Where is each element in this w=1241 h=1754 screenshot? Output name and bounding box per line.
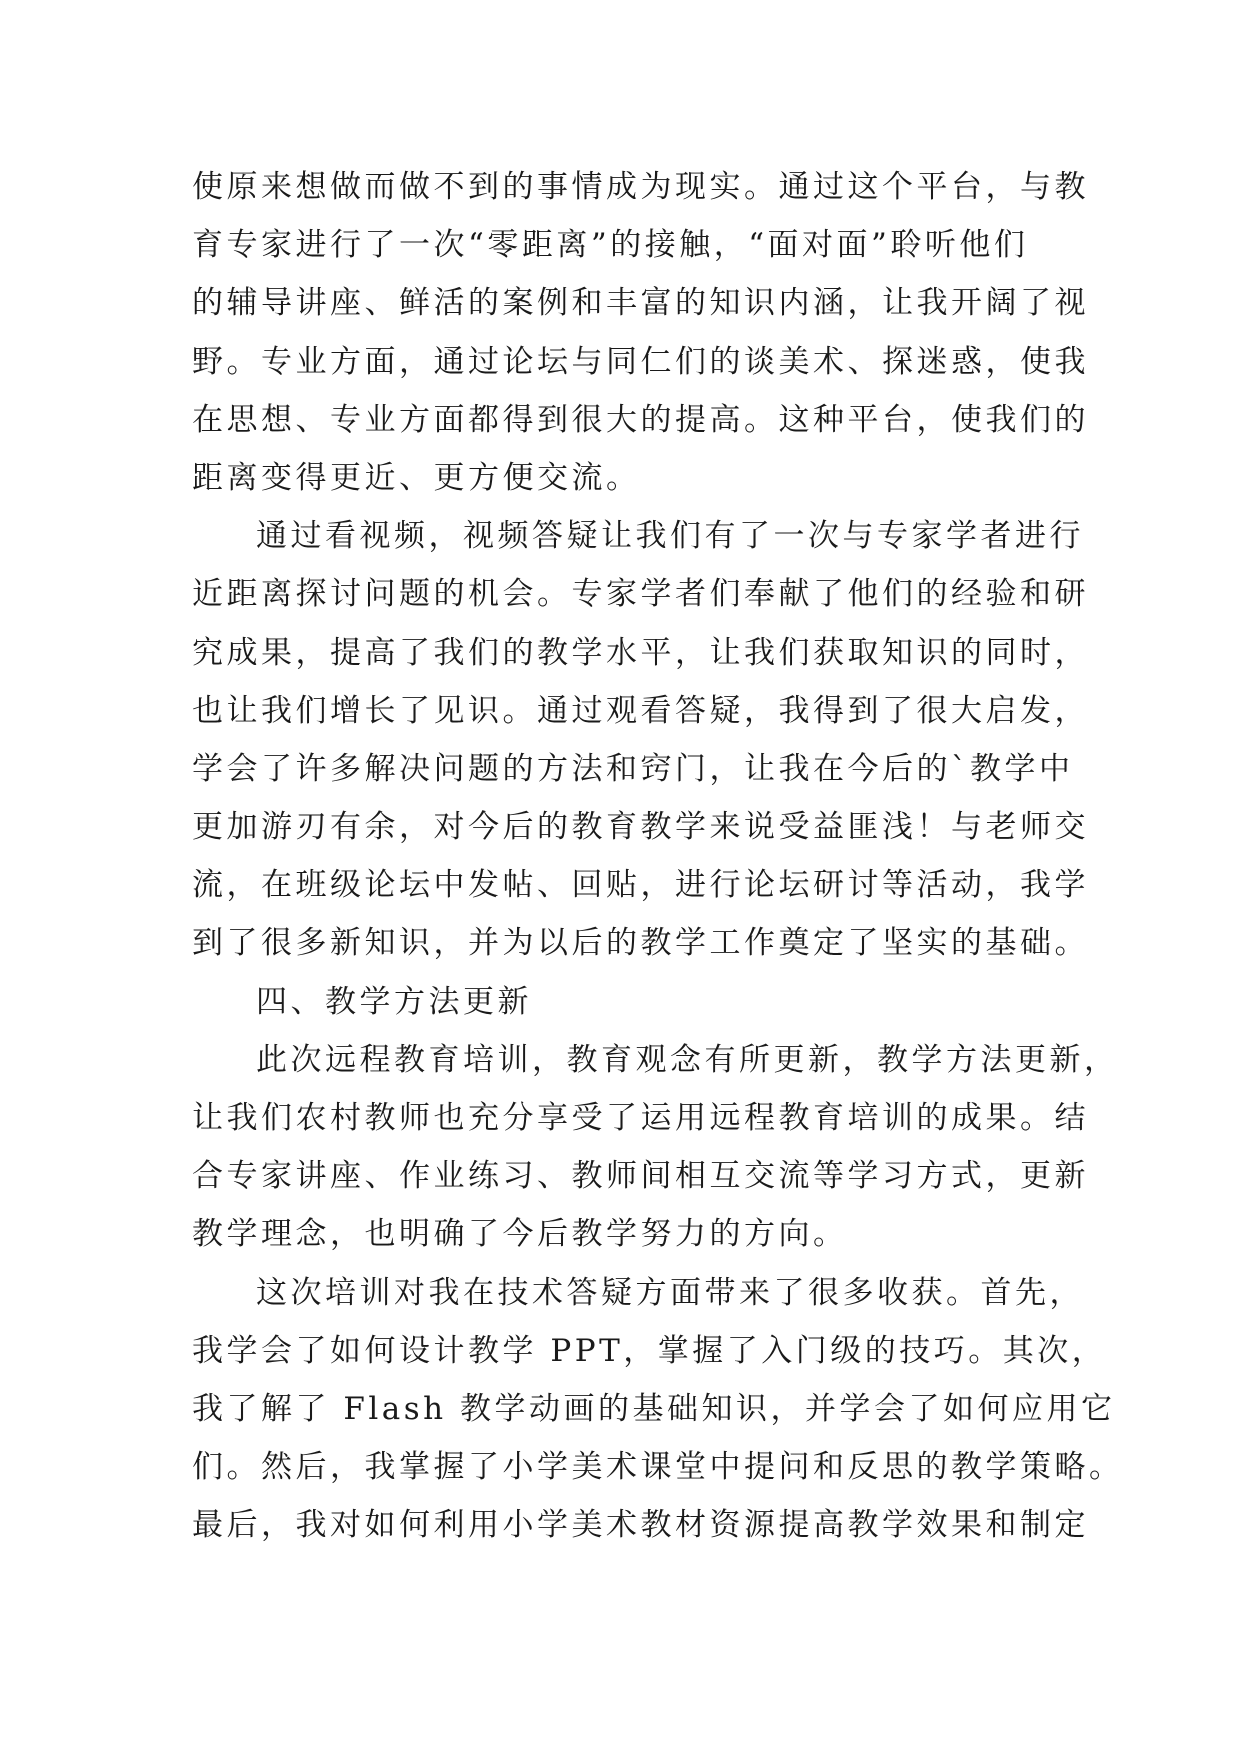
- section-heading: 四、教学方法更新: [256, 983, 532, 1020]
- paragraph-first-line: 通过看视频，视频答疑让我们有了一次与专家学者进行: [256, 518, 1084, 555]
- text-line: 最后，我对如何利用小学美术教材资源提高教学效果和制定: [192, 1507, 1089, 1544]
- text-line: 我学会了如何设计教学 PPT，掌握了入门级的技巧。其次，: [192, 1332, 1107, 1369]
- text-line: 距离变得更近、更方便交流。: [192, 459, 641, 496]
- text-line: 在思想、专业方面都得到很大的提高。这种平台，使我们的: [192, 401, 1089, 438]
- text-line: 到了很多新知识，并为以后的教学工作奠定了坚实的基础。: [192, 925, 1089, 962]
- text-line: 的辅导讲座、鲜活的案例和丰富的知识内涵，让我开阔了视: [192, 285, 1089, 322]
- text-line: 野。专业方面，通过论坛与同仁们的谈美术、探迷惑，使我: [192, 343, 1089, 380]
- text-line: 们。然后，我掌握了小学美术课堂中提问和反思的教学策略。: [192, 1449, 1124, 1486]
- text-line: 使原来想做而做不到的事情成为现实。通过这个平台，与教: [192, 169, 1089, 205]
- paragraph-first-line: 这次培训对我在技术答疑方面带来了很多收获。首先，: [256, 1274, 1084, 1311]
- text-line: 让我们农村教师也充分享受了运用远程教育培训的成果。结: [192, 1100, 1089, 1136]
- text-line: 究成果，提高了我们的教学水平，让我们获取知识的同时，: [192, 634, 1089, 671]
- text-line: 我了解了 Flash 教学动画的基础知识，并学会了如何应用它: [192, 1390, 1116, 1427]
- text-line: 更加游刃有余，对今后的教育教学来说受益匪浅！与老师交: [192, 809, 1089, 846]
- text-line: 近距离探讨问题的机会。专家学者们奉献了他们的经验和研: [192, 576, 1089, 613]
- text-line: 流，在班级论坛中发帖、回贴，进行论坛研讨等活动，我学: [192, 867, 1089, 904]
- text-line: 教学理念，也明确了今后教学努力的方向。: [192, 1216, 848, 1253]
- paragraph-first-line: 此次远程教育培训，教育观念有所更新，教学方法更新，: [256, 1041, 1119, 1078]
- text-line: 也让我们增长了见识。通过观看答疑，我得到了很大启发，: [192, 692, 1089, 729]
- text-line: 合专家讲座、作业练习、教师间相互交流等学习方式，更新: [192, 1158, 1089, 1195]
- document-body: [192, 158, 1124, 1555]
- text-line: 育专家进行了一次“零距离”的接触，“面对面”聆听他们: [192, 227, 1029, 264]
- text-line: 学会了许多解决问题的方法和窍门，让我在今后的`教学中: [192, 750, 1074, 787]
